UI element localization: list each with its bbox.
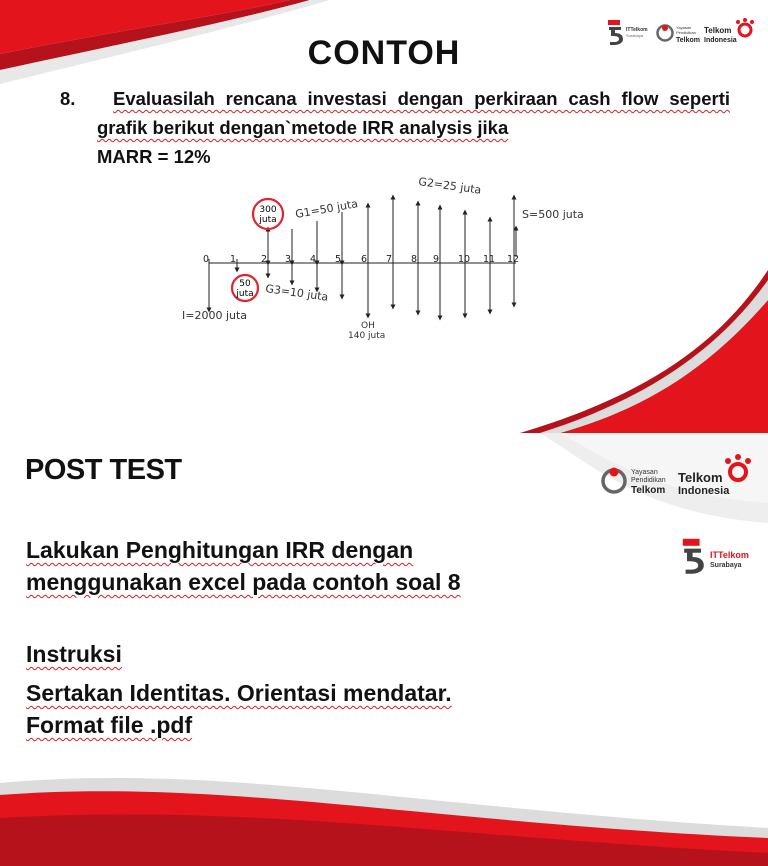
marr-line: MARR = 12% (97, 146, 211, 167)
itt-emblem-icon (680, 537, 708, 577)
instruction-line-2: Format file .pdf (26, 712, 193, 738)
period-label: 7 (386, 254, 393, 265)
ypt-logo-line3: Telkom (676, 37, 700, 44)
ypt-logo (600, 463, 674, 497)
itt-logo-line2: Surabaya (626, 33, 644, 38)
label-g1: G1=50 juta (294, 197, 359, 221)
label-300: 300 (259, 205, 277, 215)
question-number: 8. (60, 88, 76, 109)
ti-logo-line1: Telkom (704, 26, 732, 35)
post-test-title: POST TEST (25, 454, 182, 486)
period-label: 5 (335, 254, 342, 265)
question-text: Evaluasilah rencana investasi dengan perkiraan cash flow seperti grafik berikut dengan`metode IRR analysis jika (97, 88, 730, 138)
ti-logo-line1: Telkom (678, 470, 723, 485)
ypt-logo-line3: Telkom (631, 485, 666, 496)
task-line-1: Lakukan Penghitungan IRR dengan (26, 537, 414, 563)
period-label: 4 (310, 254, 317, 265)
ypt-logo-line2: Pendidikan (676, 30, 696, 35)
label-i: I=2000 juta (182, 309, 248, 322)
itt-logo-line1: ITTelkom (710, 550, 749, 560)
label-g2: G2=25 juta (417, 175, 483, 197)
instruction-heading: Instruksi (26, 641, 122, 667)
itt-logo (680, 537, 766, 579)
period-label: 10 (458, 254, 471, 265)
itt-logo-line2: Surabaya (710, 562, 742, 569)
label-g3: G3=10 juta (264, 282, 330, 304)
slide-title: CONTOH (307, 34, 461, 72)
period-label: 9 (433, 254, 440, 265)
period-label: 8 (411, 254, 418, 265)
telkom-indonesia-logo (678, 453, 768, 499)
period-label: 6 (361, 254, 368, 265)
label-300-unit: juta (259, 215, 277, 225)
label-50: 50 (239, 279, 251, 289)
period-label: 1 (230, 254, 237, 265)
label-oh-value: 140 juta (348, 331, 386, 341)
telkom-emblem-icon (722, 453, 754, 485)
period-label: 0 (203, 254, 210, 265)
period-label: 3 (285, 254, 292, 265)
instruction-line-1: Sertakan Identitas. Orientasi mendatar. (26, 680, 452, 706)
ypt-emblem-icon (600, 466, 628, 494)
slide-post-test (0, 433, 768, 866)
period-label: 12 (507, 254, 520, 265)
period-label: 2 (261, 254, 268, 265)
ti-logo-line2: Indonesia (704, 37, 737, 44)
label-50-unit: juta (236, 289, 254, 299)
label-s: S=500 juta (522, 208, 584, 221)
ypt-logo-line2: Pendidikan (631, 477, 666, 484)
ypt-logo-line1: Yayasan (631, 469, 658, 476)
label-oh: OH (361, 321, 375, 331)
task-line-2: menggunakan excel pada contoh soal 8 (26, 569, 461, 595)
ypt-logo-line1: Yayasan (676, 25, 692, 30)
period-label: 11 (483, 254, 496, 265)
ti-logo-line2: Indonesia (678, 485, 730, 497)
itt-logo-line1: ITTelkom (626, 27, 648, 33)
